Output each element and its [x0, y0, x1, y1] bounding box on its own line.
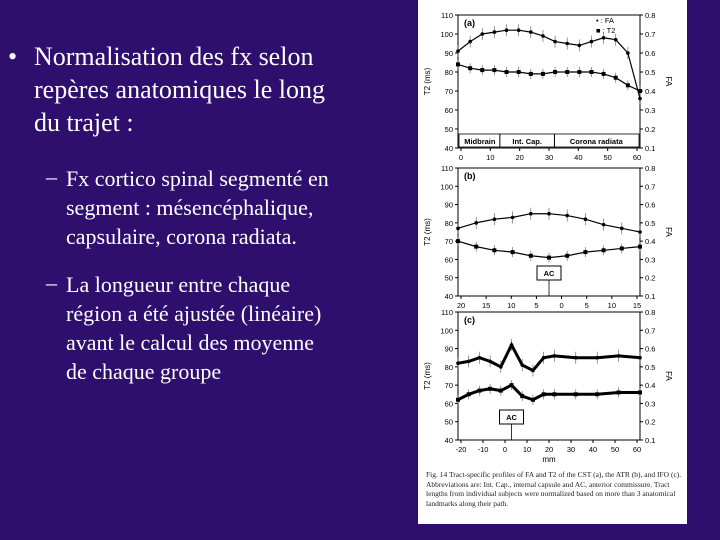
title-line: du trajet : [34, 108, 134, 137]
data-point-t2 [529, 254, 533, 258]
data-point-t2 [614, 76, 618, 80]
data-point-fa [553, 40, 557, 44]
data-point-t2 [552, 392, 556, 396]
figure-panel [418, 0, 687, 524]
x-axis-title: mm [542, 455, 556, 464]
y-tick-label: 110 [441, 308, 453, 317]
data-point-fa [529, 212, 533, 216]
sub-bullet-dash: – [46, 164, 57, 189]
y2-tick-label: 0.5 [645, 68, 656, 77]
y2-tick-label: 0.4 [645, 87, 656, 96]
data-point-fa [480, 32, 484, 36]
data-point-fa [456, 49, 460, 53]
data-point-t2 [602, 72, 606, 76]
y-tick-label: 80 [444, 218, 453, 228]
sub-bullet-line: La longueur entre chaque [66, 272, 291, 297]
data-point-t2 [510, 383, 514, 387]
region-label: Midbrain [464, 137, 496, 146]
data-point-t2 [638, 89, 642, 93]
y-tick-label: 50 [444, 273, 453, 283]
y-tick-label: 110 [441, 11, 453, 20]
sub-bullet-line: avant le calcul des moyenne [66, 330, 315, 355]
data-point-fa [590, 40, 594, 44]
data-point-fa [474, 221, 478, 225]
data-point-fa [578, 44, 582, 48]
data-point-fa [542, 356, 546, 360]
data-point-t2 [574, 392, 578, 396]
data-point-fa [638, 97, 642, 101]
data-point-t2 [542, 392, 546, 396]
title-line: Normalisation des fx selon [34, 42, 314, 71]
y-tick-label: 90 [444, 200, 453, 210]
sub-bullet-line: capsulaire, corona radiata. [66, 224, 297, 249]
y-tick-label: 80 [444, 68, 453, 77]
data-point-fa [456, 227, 460, 231]
data-point-t2 [492, 248, 496, 252]
legend-entry: ■ : T2 [596, 26, 616, 35]
y2-tick-label: 0.1 [645, 436, 656, 445]
x-tick-label: 5 [584, 301, 589, 310]
data-point-fa [517, 28, 521, 32]
y2-tick-label: 0.8 [645, 11, 656, 20]
data-point-fa [626, 51, 630, 55]
data-point-fa [488, 360, 492, 364]
x-tick-label: 0 [458, 153, 464, 162]
y2-tick-label: 0.3 [645, 106, 656, 115]
figure-caption: Fig. 14 Tract-specific profiles of FA and T2 of the CST (a), the ATR (b), and IFO (c). Abbreviations are: Int. Cap., internal capsule and AC, anterior commissure. Tract lengths from individual subjects were normalized based on more than 3 anatomical landmarks along their path. [426, 470, 682, 508]
data-point-fa [511, 216, 515, 220]
data-point-fa [510, 343, 514, 347]
data-point-t2 [499, 389, 503, 393]
y-axis-title: T2 (ms) [423, 67, 432, 96]
data-point-t2 [456, 62, 460, 66]
sub-bullet-line: segment : mésencéphalique, [66, 195, 314, 220]
region-label: Int. Cap. [512, 137, 542, 146]
x-tick-label: 20 [515, 153, 524, 162]
series-line-fa [458, 30, 640, 98]
y2-tick-label: 0.4 [645, 237, 656, 247]
data-point-fa [531, 369, 535, 373]
y2-tick-label: 0.4 [645, 381, 656, 391]
data-point-fa [584, 217, 588, 221]
y2-axis-title: FA [664, 76, 673, 87]
data-point-t2 [553, 70, 557, 74]
data-point-fa [565, 214, 569, 218]
y2-tick-label: 0.2 [645, 125, 656, 134]
y-tick-label: 110 [441, 164, 453, 173]
series-line-fa [458, 345, 640, 371]
data-point-fa [456, 361, 460, 365]
data-point-fa [541, 34, 545, 38]
x-tick-label: 0 [502, 445, 508, 454]
data-point-t2 [541, 72, 545, 76]
bullet-marker: • [8, 42, 18, 71]
y-axis-title: T2 (ms) [423, 218, 432, 246]
y-tick-label: 60 [444, 106, 453, 115]
ac-marker-label: AC [543, 269, 555, 278]
chart-figure [418, 0, 687, 470]
data-point-t2 [617, 390, 621, 394]
plot-frame [458, 312, 640, 440]
y-tick-label: 100 [440, 182, 453, 192]
y2-tick-label: 0.7 [645, 182, 656, 192]
data-point-t2 [517, 70, 521, 74]
panel-label: (c) [464, 315, 475, 325]
x-tick-label: 30 [544, 153, 554, 162]
series-line-t2 [458, 385, 640, 400]
y2-tick-label: 0.6 [645, 200, 656, 210]
data-point-t2 [467, 392, 471, 396]
y2-tick-label: 0.6 [645, 49, 656, 58]
data-point-fa [565, 42, 569, 46]
y-tick-label: 60 [444, 399, 453, 409]
x-tick-label: 15 [632, 301, 642, 310]
data-point-t2 [638, 245, 642, 249]
x-tick-label: 15 [481, 301, 491, 310]
data-point-t2 [626, 83, 630, 87]
data-point-fa [638, 230, 642, 234]
y-tick-label: 40 [444, 436, 453, 445]
data-point-fa [493, 217, 497, 221]
y-tick-label: 70 [444, 237, 453, 247]
y2-tick-label: 0.1 [645, 292, 656, 301]
data-point-fa [617, 354, 621, 358]
y2-tick-label: 0.5 [645, 218, 656, 228]
data-point-t2 [565, 254, 569, 258]
y2-tick-label: 0.7 [645, 30, 656, 39]
data-point-fa [602, 223, 606, 227]
y-tick-label: 60 [444, 255, 453, 265]
data-point-t2 [477, 389, 481, 393]
x-tick-label: 60 [632, 153, 642, 162]
y-tick-label: 100 [440, 30, 453, 39]
y2-tick-label: 0.8 [645, 164, 656, 173]
data-point-t2 [620, 246, 624, 250]
y-tick-label: 40 [444, 144, 453, 153]
y2-tick-label: 0.5 [645, 362, 656, 372]
legend-entry: • : FA [596, 16, 615, 25]
y-tick-label: 80 [444, 362, 453, 372]
data-point-t2 [468, 66, 472, 70]
panel-label: (b) [464, 171, 476, 181]
sub-bullet-dash: – [46, 270, 57, 295]
data-point-t2 [595, 392, 599, 396]
x-tick-label: 10 [607, 301, 617, 310]
y-tick-label: 40 [444, 292, 453, 301]
data-point-t2 [547, 256, 551, 260]
sub-bullet-line: Fx cortico spinal segmenté en [66, 166, 329, 191]
data-point-t2 [511, 250, 515, 254]
x-tick-label: 10 [486, 153, 495, 162]
data-point-fa [505, 28, 509, 32]
data-point-t2 [505, 70, 509, 74]
data-point-fa [553, 354, 557, 358]
data-point-t2 [456, 398, 460, 402]
data-point-t2 [480, 68, 484, 72]
x-tick-label: -10 [477, 445, 489, 454]
x-tick-label: 30 [566, 445, 576, 454]
data-point-t2 [520, 394, 524, 398]
y2-axis-title: FA [664, 371, 673, 381]
sub-bullet-line: région a été ajustée (linéaire) [66, 301, 322, 326]
data-point-t2 [602, 248, 606, 252]
data-point-fa [638, 356, 642, 360]
data-point-fa [520, 363, 524, 367]
x-tick-label: 40 [588, 445, 598, 454]
y-tick-label: 70 [444, 381, 453, 391]
region-label: Corona radiata [569, 137, 623, 146]
y2-tick-label: 0.8 [645, 308, 656, 317]
y2-tick-label: 0.2 [645, 273, 656, 283]
series-line-t2 [458, 64, 640, 91]
x-tick-label: -20 [455, 445, 467, 454]
y-axis-title: T2 (ms) [423, 362, 432, 390]
data-point-fa [547, 212, 551, 216]
y2-tick-label: 0.3 [645, 255, 656, 265]
x-tick-label: 20 [456, 301, 466, 310]
ac-marker-label: AC [506, 413, 517, 422]
data-point-fa [468, 40, 472, 44]
data-point-t2 [565, 70, 569, 74]
data-point-fa [614, 38, 618, 42]
title-line: repères anatomiques le long [34, 75, 325, 104]
panel-label: (a) [464, 18, 475, 28]
y-tick-label: 70 [444, 87, 453, 96]
x-tick-label: 40 [574, 153, 583, 162]
x-tick-label: 20 [544, 445, 554, 454]
y2-tick-label: 0.1 [645, 144, 656, 153]
x-tick-label: 60 [632, 445, 642, 454]
data-point-t2 [474, 245, 478, 249]
x-tick-label: 10 [507, 301, 516, 310]
data-point-t2 [638, 390, 642, 394]
x-tick-label: 5 [534, 301, 539, 310]
y2-tick-label: 0.2 [645, 417, 656, 427]
x-tick-label: 50 [603, 153, 612, 162]
y-tick-label: 90 [444, 344, 453, 354]
data-point-fa [493, 30, 497, 34]
data-point-fa [499, 365, 503, 369]
data-point-fa [595, 356, 599, 360]
data-point-t2 [488, 387, 492, 391]
y2-axis-title: FA [664, 227, 673, 237]
data-point-t2 [577, 70, 581, 74]
y-tick-label: 90 [444, 49, 453, 58]
y-tick-label: 100 [440, 326, 453, 336]
x-tick-label: 50 [610, 445, 620, 454]
y-tick-label: 50 [444, 125, 453, 134]
data-point-fa [529, 30, 533, 34]
data-point-fa [602, 36, 606, 40]
data-point-t2 [529, 72, 533, 76]
data-point-fa [478, 356, 482, 360]
x-tick-label: 0 [559, 301, 564, 310]
y2-tick-label: 0.3 [645, 399, 656, 409]
data-point-fa [620, 227, 624, 231]
y2-tick-label: 0.6 [645, 344, 656, 354]
sub-bullet-line: de chaque groupe [66, 359, 222, 384]
data-point-fa [574, 356, 578, 360]
data-point-fa [467, 360, 471, 364]
y-tick-label: 50 [444, 417, 453, 427]
data-point-t2 [456, 239, 460, 243]
data-point-t2 [492, 68, 496, 72]
y2-tick-label: 0.7 [645, 326, 656, 336]
x-tick-label: 10 [522, 445, 532, 454]
data-point-t2 [589, 70, 593, 74]
data-point-t2 [531, 398, 535, 402]
data-point-t2 [583, 250, 587, 254]
